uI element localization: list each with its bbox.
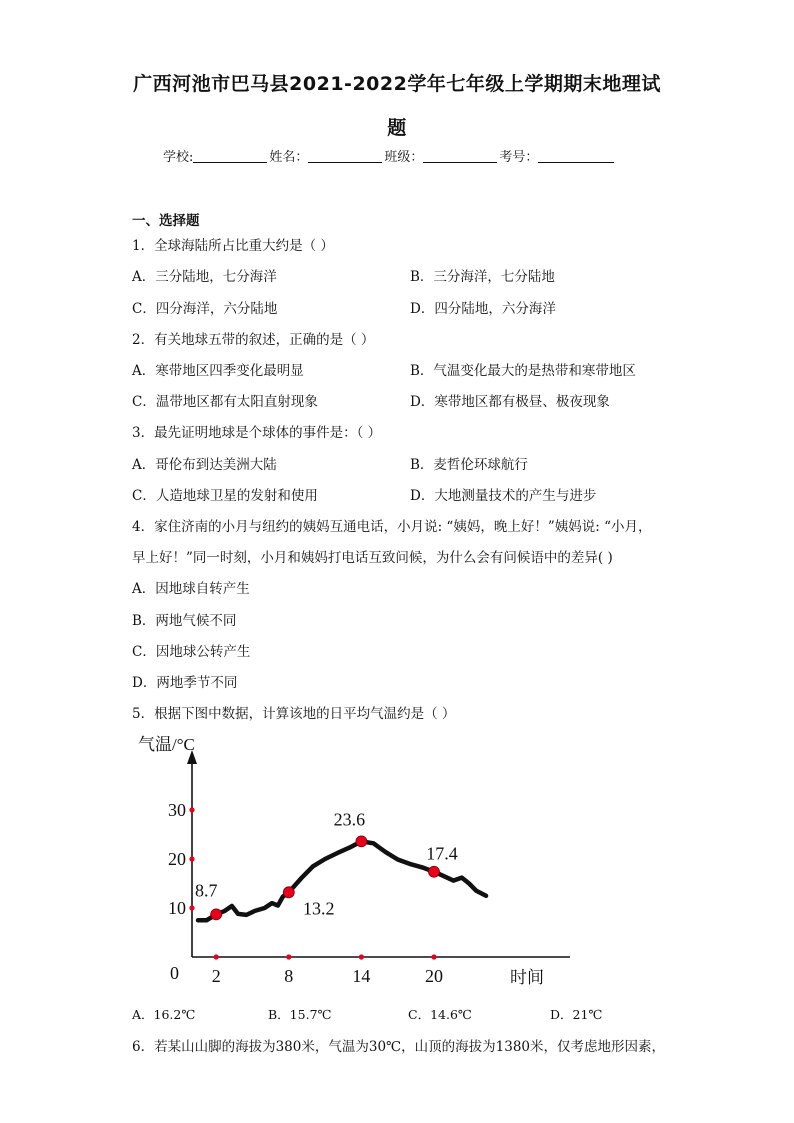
x-tick-mark: [431, 954, 436, 959]
temperature-chart: [130, 728, 570, 990]
x-tick-label: 20: [425, 966, 443, 986]
question-4-option-c[interactable]: C．因地球公转产生: [132, 644, 251, 660]
data-label: 17.4: [426, 843, 458, 864]
question-4-stem-continued: 早上好！”同一时刻，小月和姨妈打电话互致问候，为什么会有问候语中的差异( ): [132, 550, 613, 566]
section-title: 一、选择题: [132, 213, 200, 229]
data-label: 13.2: [303, 898, 335, 919]
question-6-stem: 6．若某山山脚的海拔为380米，气温为30℃，山顶的海拔为1380米，仅考虑地形因素，: [132, 1039, 665, 1055]
question-3-stem: 3．最先证明地球是个球体的事件是：（ ）: [132, 425, 382, 441]
question-2-option-d[interactable]: D．寒带地区都有极昼、极夜现象: [410, 394, 610, 410]
question-5-option-b[interactable]: B．15.7℃: [268, 1007, 332, 1022]
class-blank[interactable]: [423, 148, 497, 163]
name-label: 姓名：: [269, 150, 309, 165]
data-label: 8.7: [194, 880, 218, 901]
y-tick-label: 20: [168, 849, 186, 869]
school-blank[interactable]: [193, 148, 267, 163]
data-point: [356, 836, 367, 847]
x-tick-label: 14: [352, 966, 371, 986]
data-label: 23.6: [333, 809, 366, 830]
question-5-option-a[interactable]: A．16.2℃: [132, 1007, 196, 1022]
exam-number-label: 考号：: [499, 150, 539, 165]
question-2-option-b[interactable]: B．气温变化最大的是热带和寒带地区: [410, 363, 636, 379]
student-info-row: [163, 146, 643, 165]
data-point: [429, 866, 440, 877]
x-tick-mark: [359, 954, 364, 959]
exam-number-blank[interactable]: [538, 148, 614, 163]
document-title-continued: 题: [387, 117, 407, 139]
y-tick-mark: [189, 856, 194, 861]
y-tick-label: 10: [168, 898, 186, 918]
data-point: [211, 909, 222, 920]
question-3-option-d[interactable]: D．大地测量技术的产生与进步: [410, 488, 597, 504]
class-label: 班级：: [384, 150, 424, 165]
y-axis-title: 气温/°C: [138, 735, 195, 754]
name-blank[interactable]: [308, 148, 382, 163]
question-1-stem: 1．全球海陆所占比重大约是（ ）: [132, 238, 334, 254]
y-tick-mark: [189, 905, 194, 910]
question-1-option-b[interactable]: B．三分海洋，七分陆地: [410, 269, 555, 285]
question-4-option-d[interactable]: D．两地季节不同: [132, 675, 238, 691]
x-tick-label: 8: [284, 966, 294, 986]
x-tick-label: 2: [211, 966, 221, 986]
question-2-option-a[interactable]: A．寒带地区四季变化最明显: [132, 363, 304, 379]
question-4-option-a[interactable]: A．因地球自转产生: [132, 581, 250, 597]
question-3-option-c[interactable]: C．人造地球卫星的发射和使用: [132, 488, 318, 504]
y-tick-mark: [189, 807, 194, 812]
question-4-stem: 4．家住济南的小月与纽约的姨妈互通电话，小月说: “姨妈，晚上好！”姨妈说: “小月，: [132, 519, 652, 535]
question-3-option-a[interactable]: A．哥伦布到达美洲大陆: [132, 457, 277, 473]
y-tick-label: 30: [168, 800, 186, 820]
x-tick-mark: [286, 954, 291, 959]
data-point: [283, 887, 294, 898]
question-4-option-b[interactable]: B．两地气候不同: [132, 613, 237, 629]
document-title: 广西河池市巴马县2021-2022学年七年级上学期期末地理试: [133, 73, 661, 95]
question-2-option-c[interactable]: C．温带地区都有太阳直射现象: [132, 394, 318, 410]
question-1-option-c[interactable]: C．四分海洋，六分陆地: [132, 301, 278, 317]
question-5-stem: 5．根据下图中数据，计算该地的日平均气温约是（ ）: [132, 706, 456, 722]
question-1-option-a[interactable]: A．三分陆地，七分海洋: [132, 269, 277, 285]
question-3-option-b[interactable]: B．麦哲伦环球航行: [410, 457, 528, 473]
question-5-option-d[interactable]: D．21℃: [550, 1007, 603, 1022]
question-2-stem: 2．有关地球五带的叙述，正确的是（ ）: [132, 332, 375, 348]
question-1-option-d[interactable]: D．四分陆地，六分海洋: [410, 301, 556, 317]
x-axis-title: 时间: [510, 968, 544, 987]
school-label: 学校:: [163, 150, 194, 165]
x-tick-mark: [214, 954, 219, 959]
question-5-option-c[interactable]: C．14.6℃: [408, 1007, 472, 1022]
origin-label: 0: [170, 963, 179, 983]
